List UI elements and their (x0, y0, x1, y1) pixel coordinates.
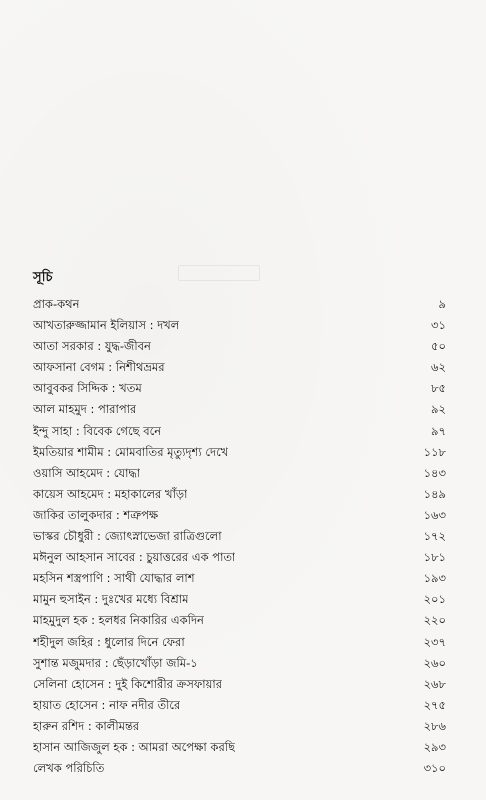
entry-page-number: ২৮৬ (423, 718, 446, 733)
toc-entry (33, 695, 446, 716)
entry-title: হারুন রশিদ : কালীমন্তর (33, 718, 140, 733)
entry-title: সুশান্ত মজুমদার : ছেঁড়াখোঁড়া জমি-১ (33, 655, 198, 670)
entry-page-number: ২৭৫ (423, 697, 446, 712)
entry-title: প্রাক-কথন (33, 297, 80, 311)
entry-page-number: ৯৭ (431, 423, 446, 438)
toc-entry (33, 336, 446, 357)
entry-title: লেখক পরিচিতি (33, 761, 105, 776)
entry-title: ইমতিয়ার শামীম : মোমবাতির মৃত্যুদৃশ্য দেখে (33, 444, 229, 459)
contents-heading: সূচি (33, 270, 53, 285)
entry-title: মহসিন শস্ত্রপাণি : সাথী যোদ্ধার লাশ (33, 571, 195, 586)
toc-entry (33, 442, 446, 463)
entry-title: আখতারুজ্জামান ইলিয়াস : দখল (33, 318, 180, 333)
entry-page-number: ২৬০ (423, 655, 446, 670)
entry-title: আল মাহমুদ : পারাপার (33, 402, 137, 417)
entry-page-number: ৮৫ (431, 381, 446, 396)
entry-title: আবুবকর সিদ্দিক : খতম (33, 381, 142, 396)
toc-entry (33, 610, 446, 631)
entry-title: শহীদুল জহির : ধুলোর দিনে ফেরা (33, 634, 185, 649)
entry-page-number: ১১৮ (423, 444, 446, 459)
entry-title: ভাস্কর চৌধুরী : জ্যোৎস্নাভেজা রাত্রিগুলো (33, 529, 222, 544)
entry-page-number: ১৮১ (423, 550, 446, 565)
entry-page-number: ৩১০ (423, 761, 446, 776)
show-through-mark (178, 265, 260, 281)
entry-page-number: ২৬৮ (423, 676, 446, 691)
toc-entry (33, 737, 446, 758)
entry-page-number: ৬২ (431, 360, 446, 375)
toc-entry (33, 674, 446, 695)
toc-entry (33, 526, 446, 547)
entry-title: মামুন হুসাইন : দুঃখের মধ্যে বিশ্রাম (33, 592, 189, 607)
entry-title: মঈনুল আহসান সাবের : চুয়াত্তরের এক পাতা (33, 550, 236, 565)
entry-page-number: ৯ (438, 297, 446, 311)
entry-page-number: ৯২ (431, 402, 446, 417)
entry-title: ইন্দু সাহা : বিবেক গেছে বনে (33, 423, 162, 438)
toc-entry (33, 484, 446, 505)
entry-title: সেলিনা হোসেন : দুই কিশোরীর ক্রসফায়ার (33, 676, 223, 691)
toc-entry (33, 547, 446, 568)
entry-page-number: ৩১ (431, 318, 446, 333)
toc-entry (33, 294, 446, 315)
toc-entry (33, 463, 446, 484)
entry-page-number: ১৭২ (423, 529, 446, 544)
entry-title: আফসানা বেগম : নিশীথভ্রমর (33, 360, 165, 375)
entry-page-number: ২৩৭ (423, 634, 446, 649)
entry-page-number: ২৯৩ (423, 739, 446, 754)
toc-entry (33, 568, 446, 589)
entry-page-number: ৫০ (431, 339, 446, 354)
entry-page-number: ২২০ (423, 613, 446, 628)
toc-entry (33, 378, 446, 399)
entry-title: হাসান আজিজুল হক : আমরা অপেক্ষা করছি (33, 739, 236, 754)
entry-page-number: ১৪৩ (423, 465, 446, 480)
toc-entry (33, 716, 446, 737)
table-of-contents (33, 294, 446, 779)
toc-entry (33, 357, 446, 378)
toc-entry (33, 632, 446, 653)
entry-title: হায়াত হোসেন : নাফ নদীর তীরে (33, 697, 181, 712)
entry-title: ওয়াসি আহমেদ : যোদ্ধা (33, 465, 141, 480)
toc-entry (33, 399, 446, 420)
entry-page-number: ২০১ (423, 592, 446, 607)
entry-page-number: ১৪৯ (423, 486, 446, 501)
toc-entry (33, 421, 446, 442)
entry-title: জাকির তালুকদার : শত্রুপক্ষ (33, 507, 159, 522)
entry-page-number: ১৬৩ (423, 507, 446, 522)
entry-title: মাহমুদুল হক : হলধর নিকারির একদিন (33, 613, 204, 628)
toc-entry (33, 589, 446, 610)
toc-entry (33, 315, 446, 336)
toc-entry (33, 505, 446, 526)
toc-entry (33, 758, 446, 779)
entry-page-number: ১৯৩ (423, 571, 446, 586)
entry-title: আতা সরকার : যুদ্ধ-জীবন (33, 339, 151, 354)
toc-entry (33, 653, 446, 674)
entry-title: কায়েস আহমেদ : মহাকালের খাঁড়া (33, 486, 188, 501)
